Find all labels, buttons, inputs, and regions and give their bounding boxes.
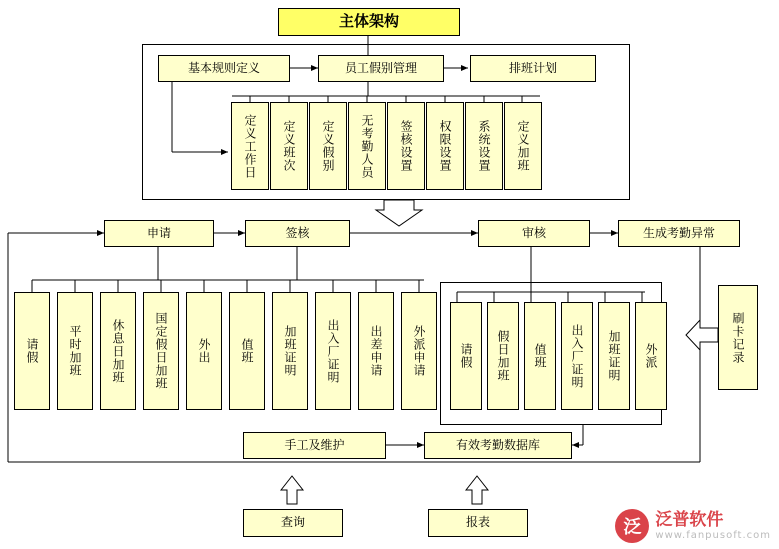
node-apply[interactable]: 申请 <box>104 220 214 247</box>
node-define-shift[interactable]: 定义班次 <box>270 102 308 190</box>
node-audit[interactable]: 审核 <box>478 220 590 247</box>
watermark <box>615 509 771 543</box>
node-restday-overtime[interactable]: 休息日加班 <box>100 292 136 410</box>
node-duty[interactable]: 值班 <box>229 292 265 410</box>
watermark-logo-icon: 泛 <box>615 509 649 543</box>
node-signoff-setting[interactable]: 签核设置 <box>387 102 425 190</box>
node-leave-request[interactable]: 请假 <box>14 292 50 410</box>
node-report[interactable]: 报表 <box>428 509 528 537</box>
watermark-brand: 泛普软件 <box>655 510 724 531</box>
node-audit-dispatch[interactable]: 外派 <box>635 302 667 410</box>
node-permission-setting[interactable]: 权限设置 <box>426 102 464 190</box>
node-employee-leave-management[interactable]: 员工假别管理 <box>318 55 444 82</box>
node-audit-leave[interactable]: 请假 <box>450 302 482 410</box>
node-business-trip-request[interactable]: 出差申请 <box>358 292 394 410</box>
node-define-leave-type[interactable]: 定义假别 <box>309 102 347 190</box>
node-normal-overtime[interactable]: 平时加班 <box>57 292 93 410</box>
node-audit-holiday-overtime[interactable]: 假日加班 <box>487 302 519 410</box>
node-holiday-overtime[interactable]: 国定假日加班 <box>143 292 179 410</box>
node-query[interactable]: 查询 <box>243 509 343 537</box>
node-no-attendance-person[interactable]: 无考勤人员 <box>348 102 386 190</box>
watermark-url: www.fanpusoft.com <box>655 529 771 541</box>
node-signoff[interactable]: 签核 <box>245 220 350 247</box>
node-swipe-card-record[interactable]: 刷卡记录 <box>718 285 758 390</box>
node-basic-rule-definition[interactable]: 基本规则定义 <box>158 55 290 82</box>
node-manual-maintenance[interactable]: 手工及维护 <box>243 432 386 459</box>
node-audit-duty[interactable]: 值班 <box>524 302 556 410</box>
node-factory-access-certificate[interactable]: 出入厂证明 <box>315 292 351 410</box>
node-shift-plan[interactable]: 排班计划 <box>470 55 596 82</box>
watermark-text <box>655 511 771 541</box>
node-generate-attendance-exception[interactable]: 生成考勤异常 <box>618 220 740 247</box>
node-dispatch-request[interactable]: 外派申请 <box>401 292 437 410</box>
node-valid-attendance-database[interactable]: 有效考勤数据库 <box>424 432 572 459</box>
node-define-workday[interactable]: 定义工作日 <box>231 102 269 190</box>
diagram-title: 主体架构 <box>278 8 460 36</box>
node-audit-overtime-certificate[interactable]: 加班证明 <box>598 302 630 410</box>
node-define-overtime[interactable]: 定义加班 <box>504 102 542 190</box>
node-audit-factory-access-certificate[interactable]: 出入厂证明 <box>561 302 593 410</box>
node-go-out[interactable]: 外出 <box>186 292 222 410</box>
node-overtime-certificate[interactable]: 加班证明 <box>272 292 308 410</box>
node-system-setting[interactable]: 系统设置 <box>465 102 503 190</box>
